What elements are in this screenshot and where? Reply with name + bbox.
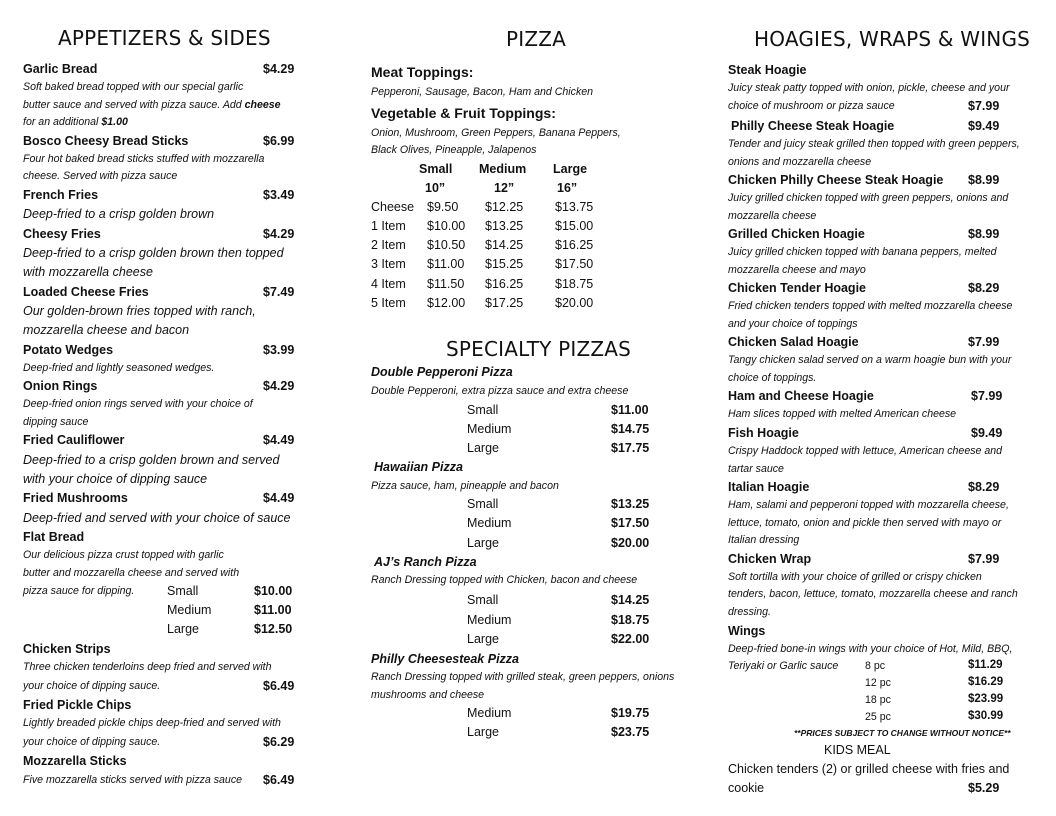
row-label: 4 Item (371, 277, 406, 291)
item-description: Soft baked bread topped with our special garlic (23, 81, 244, 93)
item-price: $4.29 (263, 227, 295, 241)
size-price: $20.00 (611, 536, 650, 550)
size-label: Small (467, 593, 499, 607)
row-price: $14.25 (485, 238, 524, 252)
row-price: $11.00 (427, 257, 465, 271)
item-description: Teriyaki or Garlic sauce (728, 660, 839, 672)
item-description: butter and mozzarella cheese and served with (23, 567, 240, 579)
item-name: Ham and Cheese Hoagie (728, 389, 874, 403)
size-header: Medium (479, 162, 527, 176)
item-name: Potato Wedges (23, 343, 114, 357)
size-price: $14.75 (611, 422, 650, 436)
row-label: 5 Item (371, 296, 406, 310)
wing-count: 12 pc (865, 677, 891, 689)
row-price: $15.00 (555, 219, 594, 233)
item-description: Tangy chicken salad served on a warm hoagie bun with your (728, 354, 1012, 366)
item-name: Chicken Tender Hoagie (728, 281, 866, 295)
item-description: Three chicken tenderloins deep fried and served with (23, 661, 272, 673)
item-description: Ham, salami and pepperoni topped with mozzarella cheese, (728, 499, 1009, 511)
item-description: Fried chicken tenders topped with melted mozzarella cheese (728, 300, 1013, 312)
pizza-name: Double Pepperoni Pizza (371, 365, 513, 379)
item-description: Deep-fried onion rings served with your choice of (23, 398, 253, 410)
size-label: Large (467, 536, 499, 550)
item-description: Lightly breaded pickle chips deep-fried and served with (23, 717, 281, 729)
item-description: Crispy Haddock topped with lettuce, American cheese and (728, 445, 1003, 457)
pizza-description: mushrooms and cheese (371, 689, 485, 701)
item-name: Onion Rings (23, 379, 98, 393)
item-price: $9.49 (971, 426, 1003, 440)
size-label: Large (467, 441, 499, 455)
row-price: $20.00 (555, 296, 594, 310)
size-price: $11.00 (254, 603, 292, 617)
wing-count: 25 pc (865, 711, 891, 723)
veg-toppings-title: Vegetable & Fruit Toppings: (371, 105, 556, 121)
item-description: mozzarella cheese and mayo (728, 264, 866, 276)
item-price: $8.29 (968, 480, 1000, 494)
item-description: Deep-fried to a crisp golden brown and served (23, 453, 280, 467)
item-name: Flat Bread (23, 530, 85, 544)
item-name: Fried Cauliflower (23, 433, 125, 447)
row-price: $18.75 (555, 277, 594, 291)
meat-toppings-title: Meat Toppings: (371, 64, 474, 80)
item-description: choice of toppings. (728, 372, 817, 384)
item-description: and your choice of toppings (728, 318, 858, 330)
item-description: with mozzarella cheese (23, 265, 153, 279)
item-name: Fried Mushrooms (23, 491, 128, 505)
size-label: Medium (467, 516, 512, 530)
item-description: onions and mozzarella cheese (728, 156, 872, 168)
wing-price: $30.99 (968, 710, 1004, 722)
item-description: Chicken tenders (2) or grilled cheese with fries and (728, 762, 1010, 776)
size-header: Large (553, 162, 588, 176)
veg-toppings-list: Onion, Mushroom, Green Peppers, Banana Peppers, (371, 127, 621, 139)
pizza-description: Pizza sauce, ham, pineapple and bacon (371, 480, 559, 492)
wing-price: $16.29 (968, 676, 1004, 688)
item-description: Juicy grilled chicken topped with banana peppers, melted (728, 246, 997, 258)
wing-count: 18 pc (865, 694, 891, 706)
size-price: $14.25 (611, 593, 650, 607)
item-price: $4.49 (263, 491, 295, 505)
pizza-description: Ranch Dressing topped with grilled steak, green peppers, onions (371, 671, 675, 683)
row-price: $13.75 (555, 200, 594, 214)
pizza-description: Double Pepperoni, extra pizza sauce and extra cheese (371, 385, 629, 397)
pizza-name: Philly Cheesesteak Pizza (371, 652, 519, 666)
row-price: $12.25 (485, 200, 524, 214)
item-description: Deep-fried to a crisp golden brown (23, 207, 215, 221)
pizza-description: Ranch Dressing topped with Chicken, bacon and cheese (371, 574, 638, 586)
item-description: cookie (728, 781, 765, 795)
item-description: Four hot baked bread sticks stuffed with mozzarella (23, 153, 265, 165)
item-description: for an additional $1.00 (23, 116, 128, 128)
item-price: $9.49 (968, 119, 1000, 133)
item-description: Juicy grilled chicken topped with green peppers, onions and (728, 192, 1009, 204)
item-name: Bosco Cheesy Bread Sticks (23, 134, 189, 148)
item-name: Loaded Cheese Fries (23, 285, 149, 299)
size-label: Small (167, 584, 199, 598)
specialty-heading: SPECIALTY PIZZAS (446, 337, 632, 361)
item-description: Tender and juicy steak grilled then topped with green peppers, (728, 138, 1020, 150)
item-price: $7.99 (968, 335, 1000, 349)
item-description: mozzarella cheese and bacon (23, 323, 190, 337)
row-price: $9.50 (427, 200, 459, 214)
pizza-name: AJ’s Ranch Pizza (374, 555, 477, 569)
row-price: $16.25 (485, 277, 524, 291)
item-name: Garlic Bread (23, 62, 98, 76)
item-name: Steak Hoagie (728, 63, 807, 77)
item-price: $5.29 (968, 781, 1000, 795)
row-price: $17.50 (555, 257, 594, 271)
kids-meal-title: KIDS MEAL (824, 743, 891, 757)
size-label: Medium (167, 603, 212, 617)
row-price: $11.50 (427, 277, 465, 291)
item-description: cheese. Served with pizza sauce (23, 170, 178, 182)
item-name: Chicken Philly Cheese Steak Hoagie (728, 173, 944, 187)
item-price: $7.99 (971, 389, 1003, 403)
item-description: Deep-fried and lightly seasoned wedges. (23, 362, 215, 374)
size-price: $17.50 (611, 516, 650, 530)
row-price: $16.25 (555, 238, 594, 252)
item-name: Grilled Chicken Hoagie (728, 227, 865, 241)
meat-toppings-list: Pepperoni, Sausage, Bacon, Ham and Chicken (371, 86, 594, 98)
item-price: $7.99 (968, 552, 1000, 566)
item-price: $6.29 (263, 735, 295, 749)
row-price: $15.25 (485, 257, 524, 271)
item-name: Italian Hoagie (728, 480, 810, 494)
item-price: $3.49 (263, 188, 295, 202)
size-price: $12.50 (254, 622, 293, 636)
item-name: French Fries (23, 188, 99, 202)
size-price: $17.75 (611, 441, 650, 455)
item-price: $4.49 (263, 433, 295, 447)
veg-toppings-list: Black Olives, Pineapple, Jalapenos (371, 144, 537, 156)
item-price: $7.49 (263, 285, 295, 299)
row-price: $10.00 (427, 219, 466, 233)
item-price: $6.99 (263, 134, 295, 148)
item-price: $6.49 (263, 679, 295, 693)
appetizers-heading: APPETIZERS & SIDES (58, 26, 271, 50)
item-description: your choice of dipping sauce. (23, 736, 161, 748)
item-description: Our delicious pizza crust topped with garlic (23, 549, 224, 561)
row-price: $12.00 (427, 296, 466, 310)
row-price: $10.50 (427, 238, 466, 252)
item-name: Chicken Salad Hoagie (728, 335, 859, 349)
item-description: dressing. (728, 606, 771, 618)
inch-header: 10” (425, 181, 446, 195)
item-price: $7.99 (968, 99, 1000, 113)
item-description: tartar sauce (728, 463, 784, 475)
item-price: $8.99 (968, 173, 1000, 187)
size-price: $22.00 (611, 632, 650, 646)
item-price: $3.99 (263, 343, 295, 357)
item-price: $8.99 (968, 227, 1000, 241)
wing-count: 8 pc (865, 660, 886, 672)
row-price: $17.25 (485, 296, 524, 310)
item-description: Juicy steak patty topped with onion, pickle, cheese and your (728, 82, 1010, 94)
price-notice: **PRICES SUBJECT TO CHANGE WITHOUT NOTICE** (794, 728, 1011, 738)
item-name: Fish Hoagie (728, 426, 799, 440)
item-description: tenders, bacon, lettuce, tomato, mozzarella cheese and ranch (728, 588, 1018, 600)
item-description: Our golden-brown fries topped with ranch, (23, 304, 256, 318)
item-name: Wings (728, 624, 766, 638)
row-label: 2 Item (371, 238, 406, 252)
item-description: Soft tortilla with your choice of grilled or crispy chicken (728, 571, 982, 583)
size-label: Medium (467, 613, 512, 627)
item-description: Deep-fried to a crisp golden brown then topped (23, 246, 284, 260)
item-price: $8.29 (968, 281, 1000, 295)
item-description: lettuce, tomato, onion and pickle then served with mayo or (728, 517, 1002, 529)
size-label: Small (467, 497, 499, 511)
row-price: $13.25 (485, 219, 524, 233)
size-label: Large (167, 622, 199, 636)
size-price: $10.00 (254, 584, 293, 598)
item-price: $4.29 (263, 62, 295, 76)
row-label: Cheese (371, 200, 415, 214)
size-label: Small (467, 403, 499, 417)
size-price: $13.25 (611, 497, 650, 511)
size-label: Medium (467, 422, 512, 436)
item-description: dipping sauce (23, 416, 89, 428)
item-name: Fried Pickle Chips (23, 698, 132, 712)
wing-price: $11.29 (968, 659, 1003, 671)
item-name: Chicken Strips (23, 642, 111, 656)
size-header: Small (419, 162, 453, 176)
item-price: $6.49 (263, 773, 295, 787)
hoagies-heading: HOAGIES, WRAPS & WINGS (754, 27, 1031, 51)
size-price: $11.00 (611, 403, 649, 417)
inch-header: 16” (557, 181, 578, 195)
size-price: $18.75 (611, 613, 650, 627)
row-label: 1 Item (371, 219, 406, 233)
item-description: choice of mushroom or pizza sauce (728, 100, 895, 112)
item-description: pizza sauce for dipping. (23, 585, 135, 597)
item-description: Five mozzarella sticks served with pizza sauce (23, 774, 243, 786)
size-label: Large (467, 725, 499, 739)
wing-price: $23.99 (968, 693, 1004, 705)
item-description: Ham slices topped with melted American cheese (728, 408, 957, 420)
size-label: Medium (467, 706, 512, 720)
item-description: mozzarella cheese (728, 210, 817, 222)
size-price: $23.75 (611, 725, 650, 739)
row-label: 3 Item (371, 257, 406, 271)
item-description: Deep-fried bone-in wings with your choice of Hot, Mild, BBQ, (728, 643, 1013, 655)
item-name: Philly Cheese Steak Hoagie (731, 119, 895, 133)
item-description: butter sauce and served with pizza sauce. Add cheese (23, 99, 281, 111)
size-price: $19.75 (611, 706, 650, 720)
item-description: with your choice of dipping sauce (23, 472, 208, 486)
item-name: Cheesy Fries (23, 227, 101, 241)
item-name: Mozzarella Sticks (23, 754, 127, 768)
item-name: Chicken Wrap (728, 552, 812, 566)
item-description: your choice of dipping sauce. (23, 680, 161, 692)
inch-header: 12” (494, 181, 515, 195)
item-description: Deep-fried and served with your choice of sauce (23, 511, 291, 525)
pizza-name: Hawaiian Pizza (374, 460, 463, 474)
item-description: Italian dressing (728, 534, 800, 546)
pizza-heading: PIZZA (506, 27, 567, 51)
size-label: Large (467, 632, 499, 646)
item-price: $4.29 (263, 379, 295, 393)
